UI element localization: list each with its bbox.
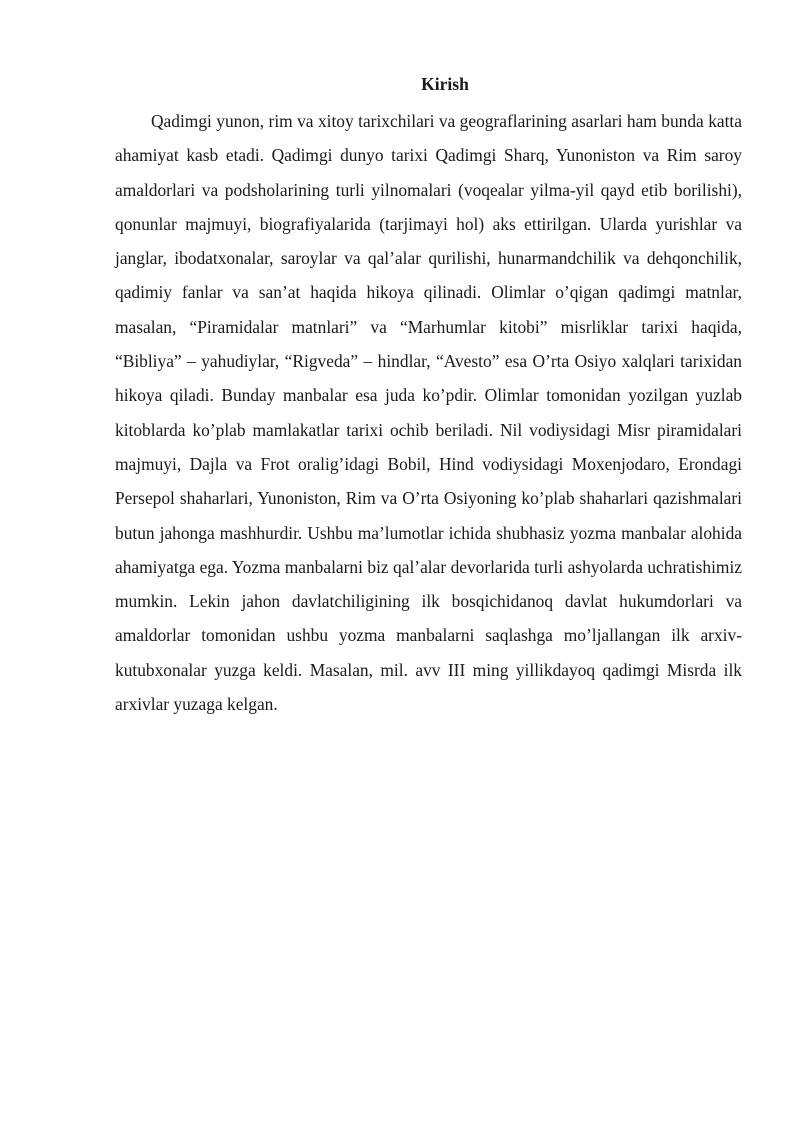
page-title: Kirish xyxy=(421,74,469,94)
body-paragraph: Qadimgi yunon, rim va xitoy tarixchilari va geograflarining asarlari ham bunda katta ahamiyat kasb etadi. Qadimgi dunyo tarixi Qadimgi Sharq, Yunoniston va Rim saroy amaldorlari va podsholarining turli yilnomalari (voqealar yilma-yil qayd etib borilishi), qonunlar majmuyi, biografiyalarida (tarjimayi hol) aks ettirilgan. Ularda yurishlar va janglar, ibodatxonalar, saroylar va qal’alar qurilishi, hunarmandchilik va dehqonchilik, qadimiy fanlar va san’at haqida hikoya qilinadi. Olimlar o’qigan qadimgi matnlar, masalan, “Piramidalar matnlari” va “Marhumlar kitobi” misrliklar tarixi haqida, “Bibliya” – yahudiylar, “Rigveda” – hindlar, “Avesto” esa O’rta Osiyo xalqlari tarixidan hikoya qiladi. Bunday manbalar esa juda ko’pdir. Olimlar tomonidan yozilgan yuzlab kitoblarda ko’plab mamlakatlar tarixi ochib beriladi. Nil vodiysidagi Misr piramidalari majmuyi, Dajla va Frot oralig’idagi Bobil, Hind vodiysidagi Moxenjodaro, Erondagi Persepol shaharlari, Yunoniston, Rim va O’rta Osiyoning ko’plab shaharlari qazishmalari butun jahonga mashhurdir. Ushbu ma’lumotlar ichida shubhasiz yozma manbalar alohida ahamiyatga ega. Yozma manbalarni biz qal’alar devorlarida turli ashyolarda uchratishimiz mumkin. Lekin jahon davlatchiligining ilk bosqichidanoq davlat hukumdorlari va amaldorlar tomonidan ushbu yozma manbalarni saqlashga mo’ljallangan ilk arxiv-kutubxonalar yuzga keldi. Masalan, mil. avv III ming yillikdayoq qadimgi Misrda ilk arxivlar yuzaga kelgan. xyxy=(115,111,742,715)
